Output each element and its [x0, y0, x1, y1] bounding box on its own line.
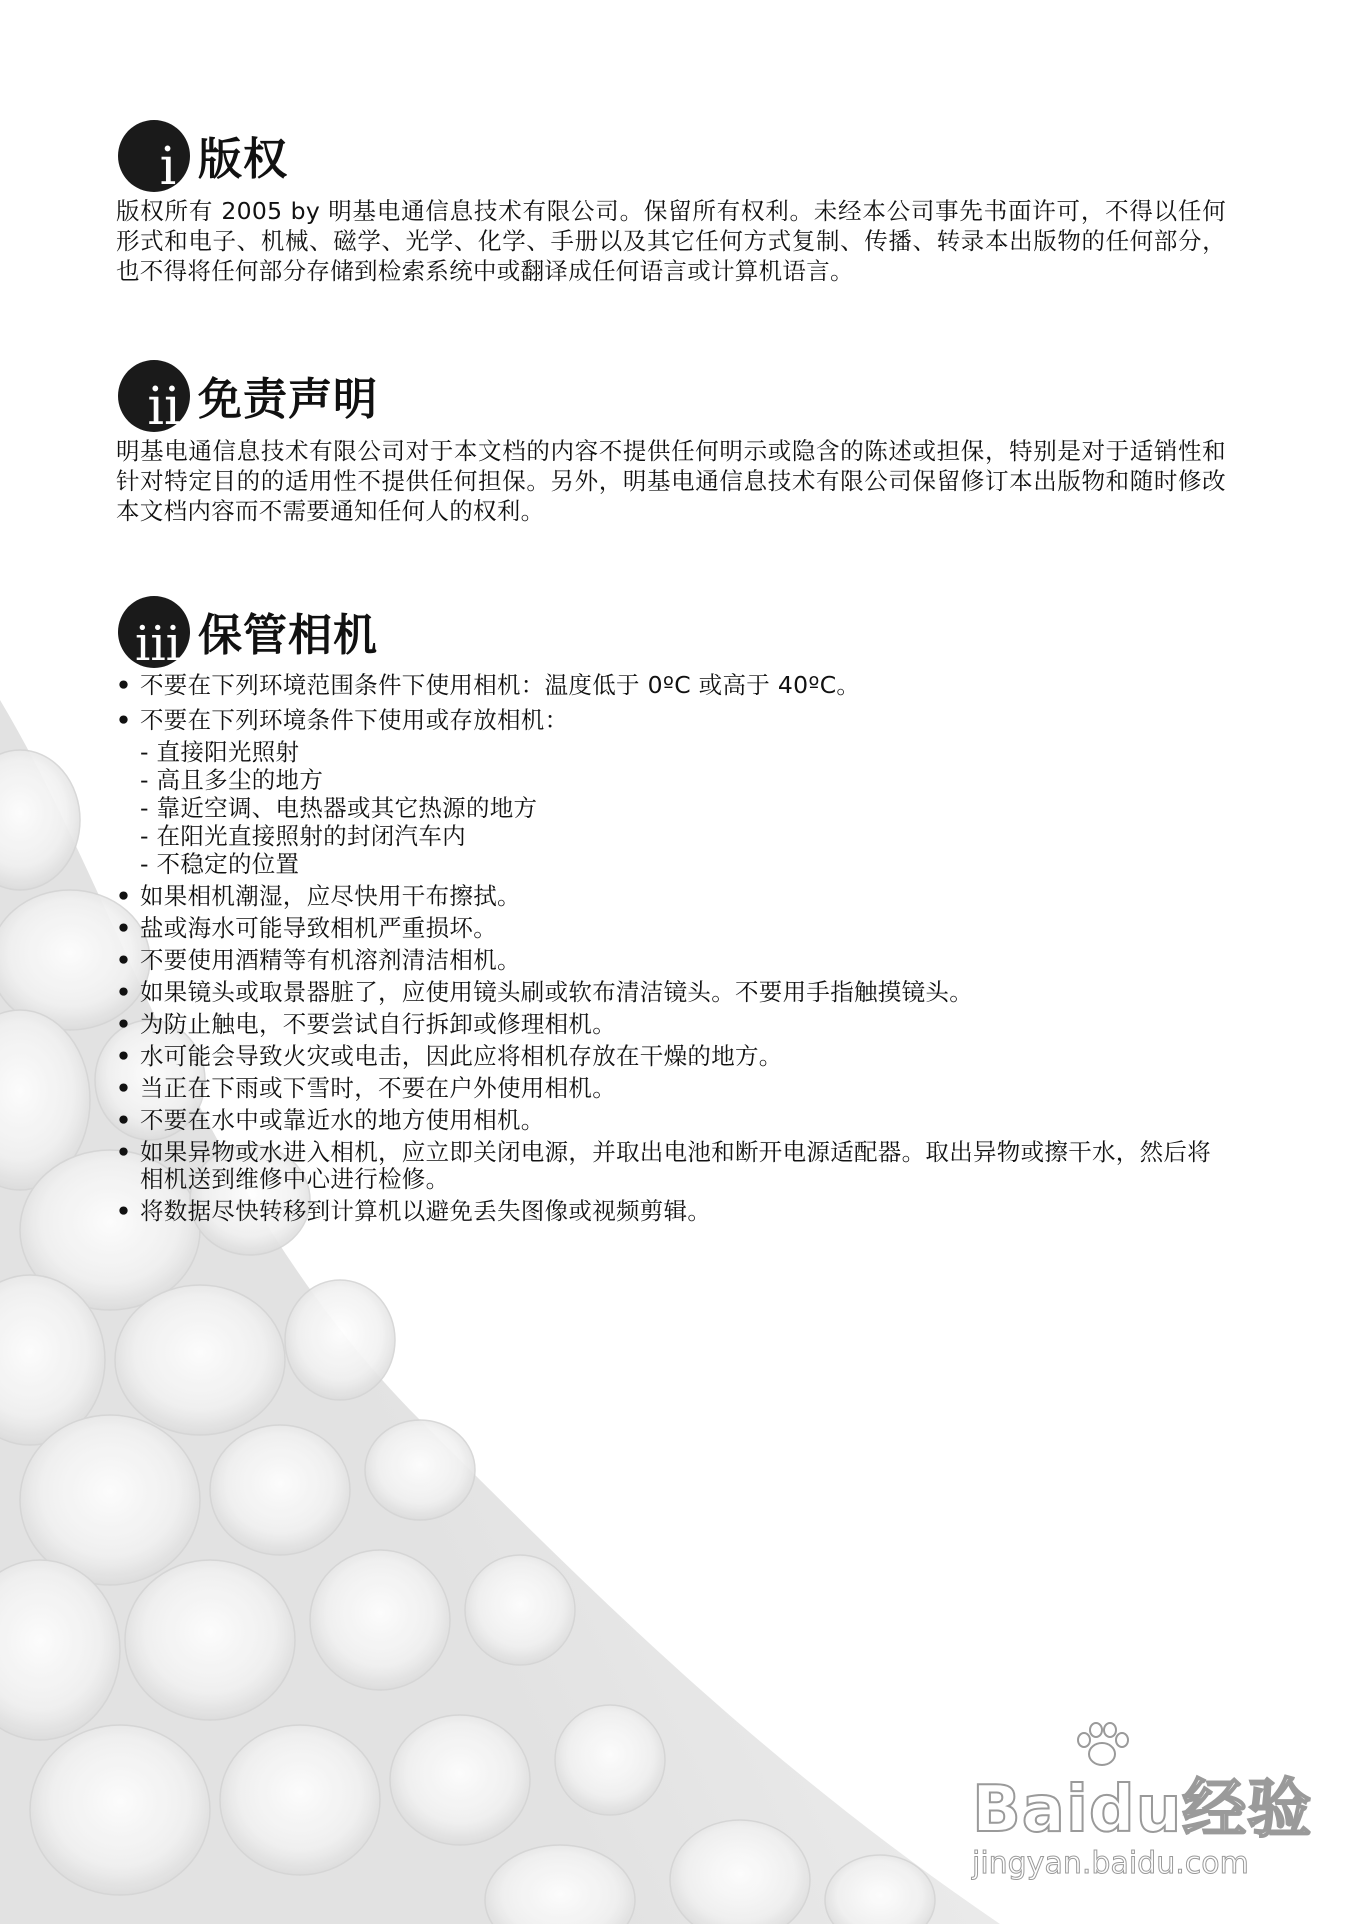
disclaimer-text: 明基电通信息技术有限公司对于本文档的内容不提供任何明示或隐含的陈述或担保，特别是对于适销性和针对特定目的的适用性不提供任何担保。另外，明基电通信息技术有限公司保留修订本出版物和随时修改本文档内容而不需要通知任何人的权利。 [116, 437, 1226, 525]
svg-text:iii: iii [134, 616, 182, 670]
list-item [116, 1043, 1226, 1070]
copyright-text: 版权所有 2005 by 明基电通信息技术有限公司。保留所有权利。未经本公司事先书面许可，不得以任何形式和电子、机械、磁学、光学、化学、手册以及其它任何方式复制、传播、转录本出版物的任何部分，也不得将任何部分存储到检索系统中或翻译成任何语言或计算机语言。 [116, 197, 1226, 285]
baidu-jingyan-watermark [962, 1750, 1313, 1900]
list-item [116, 1107, 1226, 1134]
environment-sub-list [140, 738, 1226, 878]
list-item [116, 915, 1226, 942]
bullet-icon: • [116, 1106, 132, 1134]
sub-list-item: - 靠近空调、电热器或其它热源的地方 [140, 794, 538, 822]
bullet-icon: • [116, 671, 132, 699]
list-item-text: 不要在水中或靠近水的地方使用相机。 [140, 1106, 545, 1134]
sub-list-item: - 直接阳光照射 [140, 738, 300, 766]
section-camera-care [116, 594, 1226, 1230]
list-item [116, 883, 1226, 910]
list-item [116, 1198, 1226, 1225]
bullet-icon: • [116, 978, 132, 1006]
bullet-icon: • [116, 706, 132, 734]
roman-numeral-badge-icon [116, 358, 192, 434]
list-item [116, 1139, 1226, 1193]
section-title: 版权 [198, 134, 288, 185]
list-item-text: 将数据尽快转移到计算机以避免丢失图像或视频剪辑。 [140, 1197, 712, 1225]
bullet-icon: • [116, 1138, 132, 1166]
section-heading [116, 358, 1226, 436]
svg-text:i: i [159, 137, 177, 194]
list-item-text: 如果相机潮湿，应尽快用干布擦拭。 [140, 882, 521, 910]
list-item-text: 如果镜头或取景器脏了，应使用镜头刷或软布清洁镜头。不要用手指触摸镜头。 [140, 978, 973, 1006]
bullet-icon: • [116, 1010, 132, 1038]
roman-numeral-badge-icon [116, 118, 192, 194]
bullet-icon: • [116, 914, 132, 942]
list-item-text: 水可能会导致火灾或电击，因此应将相机存放在干燥的地方。 [140, 1042, 783, 1070]
section-title: 免责声明 [198, 374, 378, 425]
sub-list-item: - 在阳光直接照射的封闭汽车内 [140, 822, 466, 850]
watermark-brand: Baidu经验 [972, 1773, 1313, 1847]
section-disclaimer [116, 358, 1226, 526]
bullet-icon: • [116, 1197, 132, 1225]
list-item [116, 707, 1226, 878]
bullet-icon: • [116, 1042, 132, 1070]
section-heading [116, 118, 1226, 196]
svg-text:ii: ii [147, 377, 181, 434]
bullet-icon: • [116, 882, 132, 910]
section-title: 保管相机 [198, 610, 378, 661]
roman-numeral-badge-icon [116, 594, 192, 670]
care-bullet-list [116, 672, 1226, 1225]
section-heading [116, 594, 1226, 672]
list-item-text: 不要使用酒精等有机溶剂清洁相机。 [140, 946, 521, 974]
list-item-text: 盐或海水可能导致相机严重损坏。 [140, 914, 497, 942]
list-item-text: 不要在下列环境范围条件下使用相机：温度低于 0ºC 或高于 40ºC。 [140, 671, 861, 699]
sub-list-item: - 不稳定的位置 [140, 850, 300, 878]
bullet-icon: • [116, 946, 132, 974]
bullet-icon: • [116, 1074, 132, 1102]
list-item [116, 1075, 1226, 1102]
list-item-text: 不要在下列环境条件下使用或存放相机： [140, 706, 569, 734]
list-item [116, 672, 1226, 699]
list-item-text: 如果异物或水进入相机，应立即关闭电源，并取出电池和断开电源适配器。取出异物或擦干水，然后将相机送到维修中心进行检修。 [140, 1138, 1211, 1193]
list-item [116, 979, 1226, 1006]
list-item-text: 当正在下雨或下雪时，不要在户外使用相机。 [140, 1074, 616, 1102]
section-copyright [116, 118, 1226, 286]
sub-list-item: - 高且多尘的地方 [140, 766, 324, 794]
list-item [116, 947, 1226, 974]
watermark-url: jingyan.baidu.com [972, 1846, 1249, 1881]
list-item-text: 为防止触电，不要尝试自行拆卸或修理相机。 [140, 1010, 616, 1038]
list-item [116, 1011, 1226, 1038]
